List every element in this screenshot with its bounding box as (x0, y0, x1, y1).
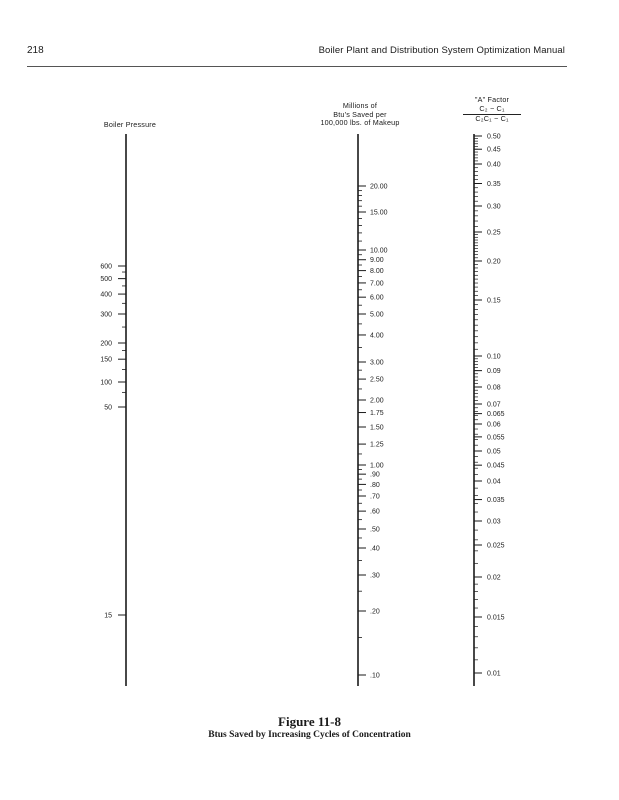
a-factor-tick-label: 0.045 (487, 462, 505, 470)
btu-label-line-3: 100,000 lbs. of Makeup (320, 118, 400, 127)
a-factor-tick-label: 0.05 (487, 448, 501, 456)
btu-tick-label: 1.50 (370, 424, 384, 432)
boiler-tick-label: 500 (100, 276, 112, 284)
btu-label-line-1: Millions of (342, 101, 378, 110)
btu-tick-label: 20.00 (370, 183, 388, 191)
a-factor-title: "A" Factor (474, 95, 510, 104)
btu-tick-label: .40 (370, 545, 380, 553)
a-factor-denominator: C₂C₁ − C₁ (475, 114, 509, 123)
boiler-tick-label: 15 (104, 612, 112, 620)
boiler-tick-label: 200 (100, 340, 112, 348)
btu-tick-label: 8.00 (370, 268, 384, 276)
a-factor-tick-label: 0.40 (487, 161, 501, 169)
boiler-tick-label: 600 (100, 263, 112, 271)
btu-tick-label: .60 (370, 508, 380, 516)
a-factor-numerator: C₂ − C₁ (479, 103, 505, 113)
a-factor-tick-label: 0.50 (487, 133, 501, 141)
a-factor-tick-label: 0.02 (487, 574, 501, 582)
a-factor-tick-label: 0.30 (487, 203, 501, 211)
boiler-tick-label: 50 (104, 404, 112, 412)
btu-tick-label: .70 (370, 493, 380, 501)
btu-tick-label: 2.50 (370, 376, 384, 384)
boiler-tick-label: 300 (100, 311, 112, 319)
a-factor-tick-label: 0.065 (487, 411, 505, 419)
btu-tick-label: .20 (370, 608, 380, 616)
btu-tick-label: 1.25 (370, 441, 384, 449)
btu-tick-label: .10 (370, 672, 380, 680)
a-factor-tick-label: 0.035 (487, 497, 505, 505)
btu-tick-label: 1.75 (370, 410, 384, 418)
a-factor-tick-label: 0.20 (487, 258, 501, 266)
btu-tick-label: 4.00 (370, 332, 384, 340)
btu-tick-label: .80 (370, 481, 380, 489)
btu-tick-label: 2.00 (370, 397, 384, 405)
a-factor-tick-label: 0.09 (487, 368, 501, 376)
btu-tick-label: 1.00 (370, 462, 384, 470)
a-factor-tick-label: 0.08 (487, 384, 501, 392)
btu-tick-label: 3.00 (370, 359, 384, 367)
boiler-pressure-scale-label: Boiler Pressure (103, 120, 157, 129)
btu-tick-label: .50 (370, 526, 380, 534)
a-factor-tick-label: 0.15 (487, 297, 501, 305)
running-head: Boiler Plant and Distribution System Optimization Manual (318, 45, 565, 56)
a-factor-tick-label: 0.055 (487, 434, 505, 442)
a-factor-tick-label: 0.07 (487, 401, 501, 409)
a-factor-tick-label: 0.025 (487, 542, 505, 550)
page-number: 218 (27, 45, 44, 56)
a-factor-tick-label: 0.015 (487, 614, 505, 622)
figure-subtitle: Btus Saved by Increasing Cycles of Concentration (208, 730, 411, 740)
a-factor-tick-label: 0.01 (487, 670, 501, 678)
boiler-tick-label: 100 (100, 379, 112, 387)
a-factor-tick-label: 0.03 (487, 518, 501, 526)
btu-tick-label: 9.00 (370, 257, 384, 265)
btu-tick-label: .30 (370, 572, 380, 580)
btu-tick-label: 10.00 (370, 247, 388, 255)
a-factor-tick-label: 0.06 (487, 421, 501, 429)
btu-label-line-2: Btu's Saved per (333, 109, 387, 119)
figure-title: Figure 11-8 (278, 714, 341, 729)
boiler-tick-label: 150 (100, 356, 112, 364)
btu-tick-label: 7.00 (370, 280, 384, 288)
btu-tick-label: 6.00 (370, 294, 384, 302)
a-factor-tick-label: 0.35 (487, 180, 501, 188)
a-factor-tick-label: 0.25 (487, 229, 501, 237)
btu-tick-label: 5.00 (370, 311, 384, 319)
a-factor-tick-label: 0.04 (487, 478, 501, 486)
boiler-tick-label: 400 (100, 291, 112, 299)
btu-tick-label: .90 (370, 471, 380, 479)
btu-tick-label: 15.00 (370, 209, 388, 217)
a-factor-tick-label: 0.45 (487, 146, 501, 154)
a-factor-tick-label: 0.10 (487, 353, 501, 361)
